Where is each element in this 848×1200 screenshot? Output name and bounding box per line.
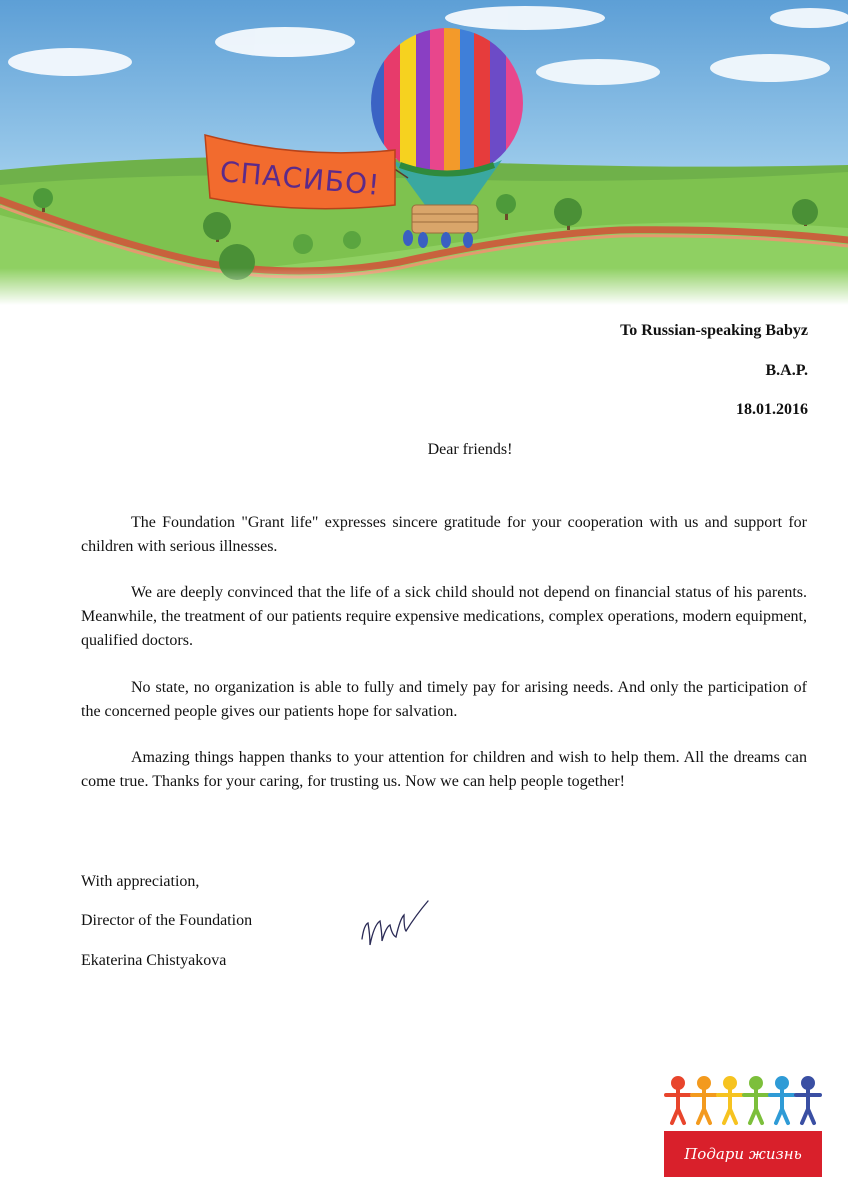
paragraph-1-text: The Foundation "Grant life" expresses sincere gratitude for your cooperation with us and support for children with serious illnesses. xyxy=(81,514,807,555)
banner-text: СПАСИБО! xyxy=(218,155,382,202)
paragraph-4 xyxy=(81,746,807,794)
paragraph-2-text: We are deeply convinced that the life of a sick child should not depend on financial status of his parents. Meanwhile, the treatment of our patients require expensive medications, complex operations, modern equipment, qualified doctors. xyxy=(81,584,807,649)
paragraph-4-text: Amazing things happen thanks to your attention for children and wish to help them. All the dreams can come true. Thanks for your caring, for trusting us. Now we can help people together! xyxy=(81,749,807,790)
header-illustration xyxy=(0,0,848,305)
paragraph-2 xyxy=(81,581,807,653)
handwritten-signature xyxy=(356,895,436,955)
paragraph-3 xyxy=(81,676,807,724)
letter-date: 18.01.2016 xyxy=(736,401,808,418)
recipient-name: To Russian-speaking Babyz xyxy=(620,322,808,339)
paragraph-1 xyxy=(81,511,807,559)
closing-phrase: With appreciation, xyxy=(81,873,200,890)
signatory-title: Director of the Foundation xyxy=(81,912,253,929)
logo-figures-icon xyxy=(664,1075,822,1129)
bottom-fade xyxy=(0,268,848,305)
logo-wordmark: Подари жизнь xyxy=(684,1145,802,1163)
greeting: Dear friends! xyxy=(427,441,513,458)
foundation-logo xyxy=(664,1075,822,1177)
recipient-organization: B.A.P. xyxy=(765,362,808,379)
signatory-name: Ekaterina Chistyakova xyxy=(81,952,227,969)
paragraph-3-text: No state, no organization is able to fully and timely pay for arising needs. And only the participation of the concerned people gives our patients hope for salvation. xyxy=(81,679,807,720)
